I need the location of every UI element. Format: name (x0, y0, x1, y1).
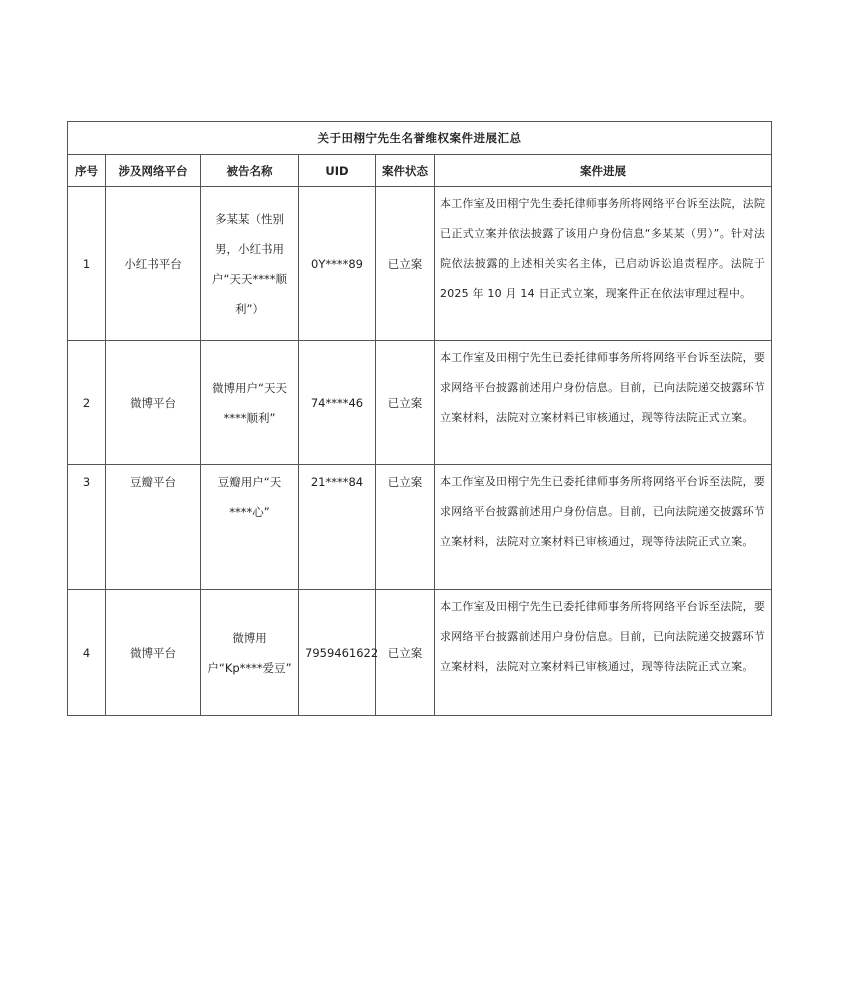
cell-index (68, 590, 106, 716)
cell-platform (106, 187, 201, 341)
cell-platform (106, 341, 201, 465)
index-text: 4 (82, 645, 91, 660)
platform-text: 微博平台 (130, 645, 176, 660)
defendant-text: 微博用户“天天****顺利” (212, 380, 287, 425)
uid-text: 21****84 (310, 475, 364, 489)
cell-uid (299, 187, 376, 341)
header-index: 序号 (68, 155, 106, 187)
header-platform: 涉及网络平台 (106, 155, 201, 187)
platform-text: 小红书平台 (124, 256, 182, 271)
table-row (68, 465, 772, 590)
table-header-row (68, 155, 772, 187)
cell-defendant (201, 465, 299, 590)
cell-progress (435, 465, 772, 590)
uid-text: 7959461622 (305, 645, 379, 660)
uid-text: 0Y****89 (311, 256, 363, 271)
cell-index (68, 341, 106, 465)
cell-uid (299, 465, 376, 590)
defendant-text: 豆瓣用户“天****心” (217, 475, 282, 519)
index-text: 2 (82, 395, 91, 410)
cell-uid (299, 590, 379, 716)
status-text: 已立案 (387, 475, 423, 489)
header-status: 案件状态 (376, 155, 435, 187)
status-text: 已立案 (387, 395, 423, 410)
cell-status (376, 341, 435, 465)
index-text: 3 (82, 475, 91, 489)
uid-text: 74****46 (310, 395, 364, 410)
progress-text: 本工作室及田栩宁先生已委托律师事务所将网络平台诉至法院，要求网络平台披露前述用户身份信息。目前，已向法院递交披露环节立案材料，法院对立案材料已审核通过，现等待法院正式立案。 (440, 475, 766, 548)
cell-progress (435, 590, 772, 716)
platform-text: 微博平台 (130, 395, 176, 410)
cell-index (68, 187, 106, 341)
table-title-row (68, 122, 772, 155)
cell-progress (435, 341, 772, 465)
index-text: 1 (82, 256, 91, 271)
status-text: 已立案 (387, 645, 423, 660)
progress-text: 本工作室及田栩宁先生已委托律师事务所将网络平台诉至法院，要求网络平台披露前述用户身份信息。目前，已向法院递交披露环节立案材料，法院对立案材料已审核通过，现等待法院正式立案。 (440, 351, 766, 424)
table-row (68, 590, 772, 716)
header-defendant: 被告名称 (201, 155, 299, 187)
header-progress: 案件进展 (435, 155, 772, 187)
cell-status (376, 465, 435, 590)
defendant-text: 多某某（性别男，小红书用户“天天****顺利”） (212, 211, 287, 316)
status-text: 已立案 (387, 256, 423, 271)
cell-uid (299, 341, 376, 465)
platform-text: 豆瓣平台 (130, 475, 176, 489)
case-summary-table (67, 121, 772, 716)
header-uid: UID (299, 155, 376, 187)
table-title: 关于田栩宁先生名誉维权案件进展汇总 (68, 122, 772, 155)
cell-status (376, 590, 435, 716)
cell-status (376, 187, 435, 341)
cell-index (68, 465, 106, 590)
progress-text: 本工作室及田栩宁先生委托律师事务所将网络平台诉至法院，法院已正式立案并依法披露了该用户身份信息“多某某（男）”。针对法院依法披露的上述相关实名主体，已启动诉讼追责程序。法院于 2025 年 10 月 14 日正式立案，现案件正在依法审理过程中。 (440, 197, 766, 300)
cell-platform (106, 590, 201, 716)
cell-progress (435, 187, 772, 341)
defendant-text: 微博用户“Kp****爱豆” (207, 630, 292, 675)
cell-platform (106, 465, 201, 590)
cell-defendant (201, 341, 299, 465)
table-row (68, 341, 772, 465)
table-row (68, 187, 772, 341)
progress-text: 本工作室及田栩宁先生已委托律师事务所将网络平台诉至法院，要求网络平台披露前述用户身份信息。目前，已向法院递交披露环节立案材料，法院对立案材料已审核通过，现等待法院正式立案。 (440, 600, 766, 673)
cell-defendant (201, 187, 299, 341)
cell-defendant (201, 590, 299, 716)
